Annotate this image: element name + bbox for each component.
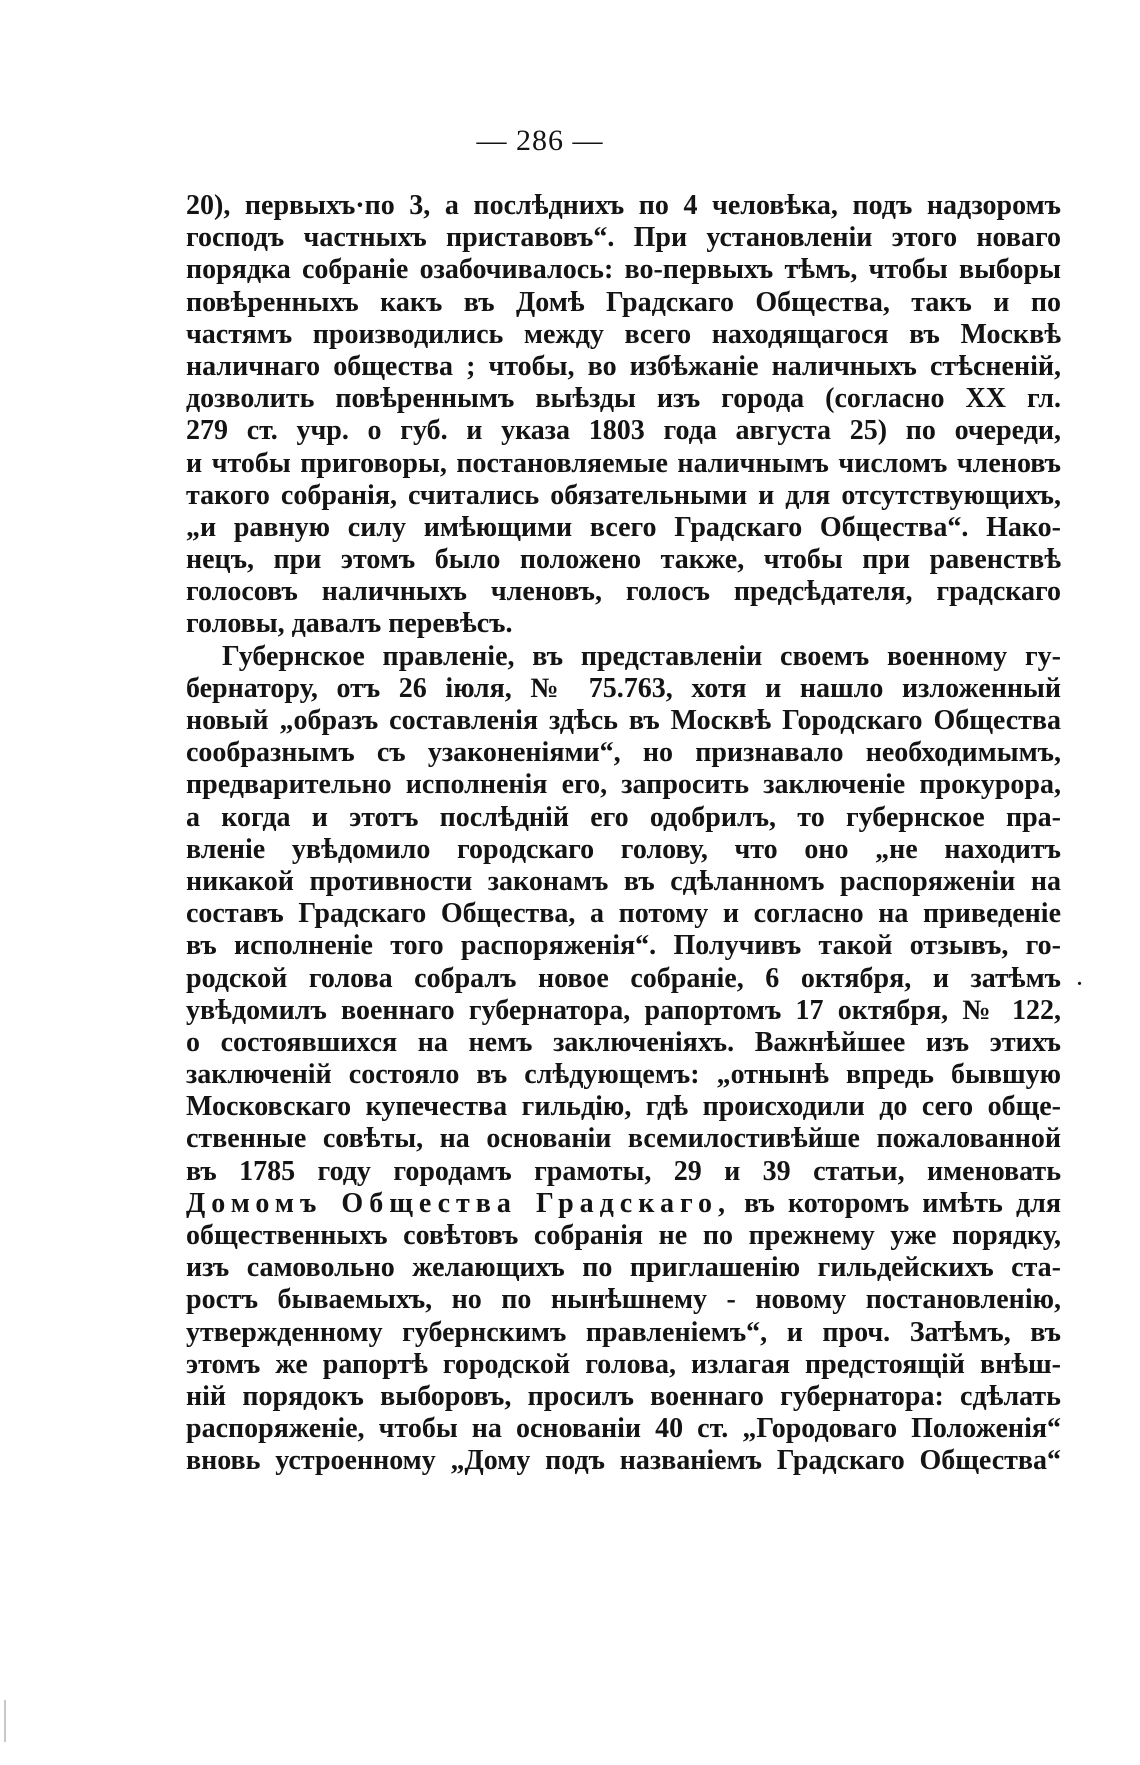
page-number: — 286 — [476,124,604,157]
text-line: господъ частныхъ приставовъ“. При установленіи этого новаго [186,222,1061,254]
text-line: бернатору, отъ 26 іюля, № 75.763, хотя и нашло изложенный [186,672,1061,704]
text-line: составъ Градскаго Общества, а потому и согласно на приведеніе [186,898,1061,930]
text-line: общественныхъ совѣтовъ собранія не по прежнему уже порядку, [186,1220,1061,1251]
text-line: 279 ст. учр. о губ. и указа 1803 года августа 25) по очереди, [186,415,1061,447]
text-line: Губернское правленіе, въ представленіи своемъ военному гу- [222,640,1061,672]
text-line: новый „образъ составленія здѣсь въ Москвѣ Городскаго Общества [186,705,1061,736]
text-line: родской голова собралъ новое собраніе, 6 октября, и затѣмъ [186,962,1061,994]
text-line: ственные совѣты, на основаніи всемилостивѣйше пожалованной [186,1123,1061,1155]
text-line: наличнаго общества ; чтобы, во избѣжаніе наличныхъ стѣсненій, [186,350,1061,382]
text-line: ростъ бываемыхъ, но по нынѣшнему - новому постановленію, [186,1284,1061,1316]
text-line: Московскаго купечества гильдію, гдѣ происходили до сего обще- [186,1091,1061,1123]
text-line: а когда и этотъ послѣдній его одобрилъ, то губернское пра- [186,801,1061,833]
text-line: утвержденному губернскимъ правленіемъ“, и проч. Затѣмъ, въ [186,1316,1061,1348]
text-line: головы, давалъ перевѣсъ. [186,608,513,640]
text-line: распоряженіе, чтобы на основаніи 40 ст. „Городоваго Положенія“ [186,1413,1061,1445]
text-line: сообразнымъ съ узаконеніями“, но признавало необходимымъ, [186,737,1061,769]
text-line: и чтобы приговоры, постановляемые наличнымъ числомъ членовъ [186,447,1061,479]
body-text [186,190,1061,1478]
text-line: ній порядокъ выборовъ, просилъ военнаго губернатора: сдѣлать [186,1380,1061,1412]
text-line: предварительно исполненія его, запросить заключеніе прокурора, [186,769,1061,801]
text-line: заключеній состояло въ слѣдующемъ: „отнынѣ впредь бывшую [186,1059,1061,1091]
text-line: о состоявшихся на немъ заключеніяхъ. Важнѣйшее изъ этихъ [186,1026,1061,1058]
text-line: изъ самовольно желающихъ по приглашенію гильдейскихъ ста- [186,1252,1061,1284]
text-line: „и равную силу имѣющими всего Градскаго Общества“. Нако- [186,511,1061,543]
text-line: голосовъ наличныхъ членовъ, голосъ предсѣдателя, градскаго [186,576,1061,608]
text-line: увѣдомилъ военнаго губернатора, рапортомъ 17 октября, № 122, [186,994,1061,1026]
scan-edge-mark [4,1700,6,1742]
text-line: вленіе увѣдомило городскаго голову, что оно „не находитъ [186,833,1061,865]
text-line: Домомъ Общества Градскаго, въ которомъ имѣть для [186,1187,1061,1219]
text-line: такого собранія, считались обязательными и для отсутствующихъ, [186,479,1061,511]
text-line: нецъ, при этомъ было положено также, чтобы при равенствѣ [186,544,1061,576]
text-line: въ исполненіе того распоряженія“. Получивъ такой отзывъ, го- [186,930,1061,962]
text-line: порядка собраніе озабочивалось: во-первыхъ тѣмъ, чтобы выборы [186,254,1061,286]
text-line: частямъ производились между всего находящагося въ Москвѣ [186,318,1061,350]
text-line: 20), первыхъ·по 3, а послѣднихъ по 4 человѣка, подъ надзоромъ [186,190,1061,221]
text-line: никакой противности законамъ въ сдѣланномъ распоряженіи на [186,865,1061,897]
text-line: дозволить повѣреннымъ выѣзды изъ города (согласно XX гл. [186,383,1061,415]
margin-mark: . [1077,968,1082,990]
text-line: въ 1785 году городамъ грамоты, 29 и 39 статьи, именовать [186,1155,1061,1187]
text-line: этомъ же рапортѣ городской голова, излагая предстоящій внѣш- [186,1348,1061,1380]
text-line: повѣренныхъ какъ въ Домѣ Градскаго Общества, такъ и по [186,286,1061,318]
text-line: вновь устроенному „Дому подъ названіемъ Градскаго Общества“ [186,1445,1061,1477]
spaced-emphasis: Домомъ Общества Градскаго, [186,1187,731,1219]
